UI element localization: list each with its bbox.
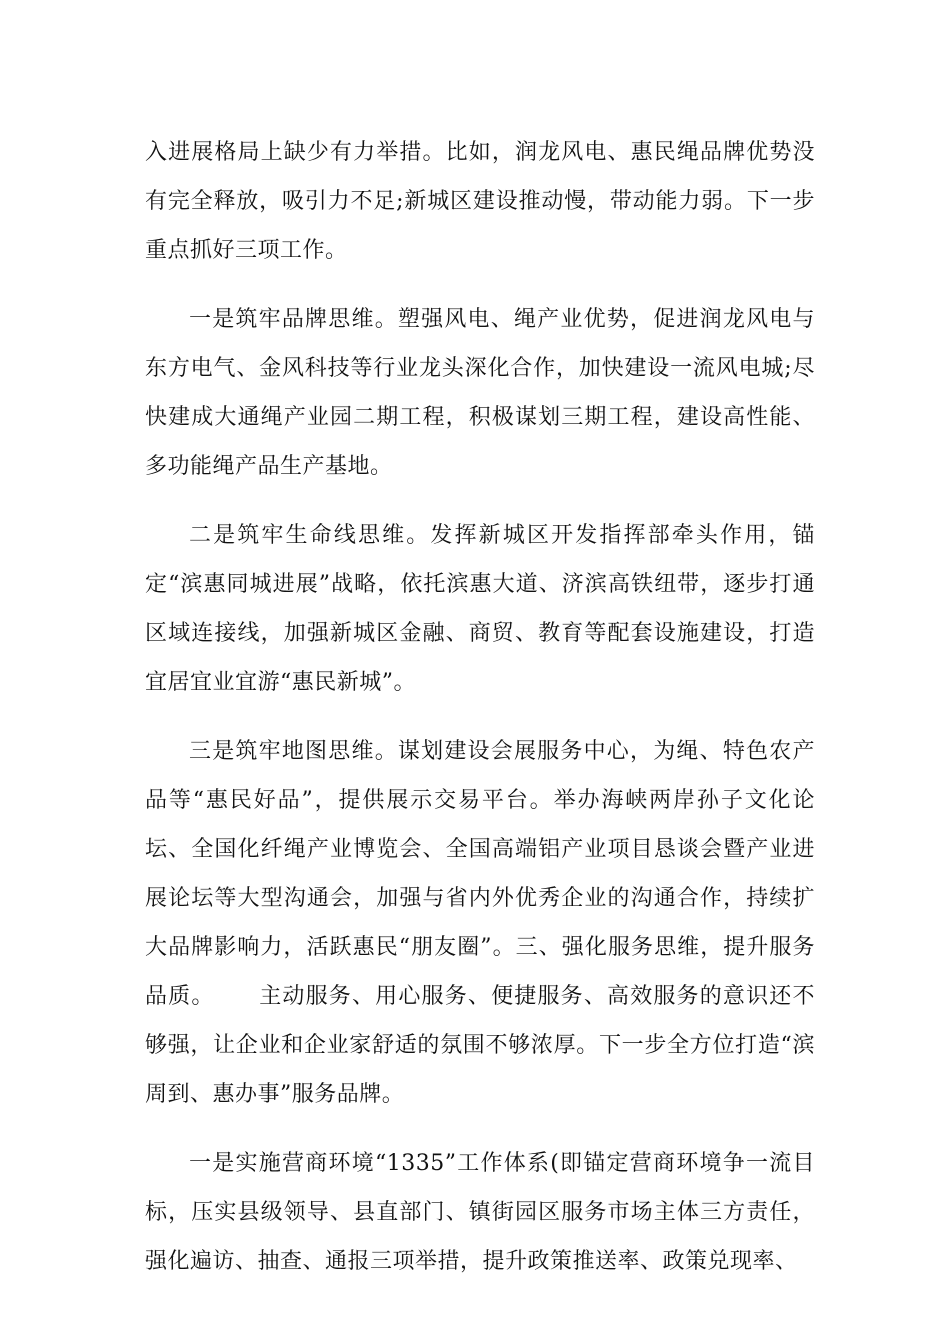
paragraph-service-thinking-text: 主动服务、用心服务、便捷服务、高效服务的意识还不够强，让企业和企业家舒适的氛围不够浓厚。下一步全方位打造“滨周到、惠办事”服务品牌。: [145, 984, 815, 1107]
paragraph-continuation: 入进展格局上缺少有力举措。比如，润龙风电、惠民绳品牌优势没有完全释放，吸引力不足;新城区建设推动慢，带动能力弱。下一步重点抓好三项工作。: [145, 140, 815, 263]
paragraph-map-thinking: [145, 727, 815, 1119]
body-text: [145, 128, 815, 1286]
paragraph-lifeline-thinking: 二是筑牢生命线思维。发挥新城区开发指挥部牵头作用，锚定“滨惠同城进展”战略，依托滨惠大道、济滨高铁纽带，逐步打通区域连接线，加强新城区金融、商贸、教育等配套设施建设，打造宜居宜业宜游“惠民新城”。: [145, 523, 815, 695]
paragraph-business-environment: 一是实施营商环境“1335”工作体系(即锚定营商环境争一流目标，压实县级领导、县直部门、镇街园区服务市场主体三方责任，强化遍访、抽查、通报三项举措，提升政策推送率、政策兑现率、: [145, 1151, 815, 1274]
paragraph-map-thinking-text: 三是筑牢地图思维。谋划建设会展服务中心，为绳、特色农产品等“惠民好品”，提供展示交易平台。举办海峡两岸孙子文化论坛、全国化纤绳产业博览会、全国高端铝产业项目恳谈会暨产业进展论坛等大型沟通会，加强与省内外优秀企业的沟通合作，持续扩大品牌影响力，活跃惠民“朋友圈”。三、强化服务思维，提升服务品质。: [145, 739, 815, 1009]
paragraph-brand-thinking: 一是筑牢品牌思维。塑强风电、绳产业优势，促进润龙风电与东方电气、金风科技等行业龙头深化合作，加快建设一流风电城;尽快建成大通绳产业园二期工程，积极谋划三期工程，建设高性能、多功能绳产品生产基地。: [145, 307, 815, 479]
